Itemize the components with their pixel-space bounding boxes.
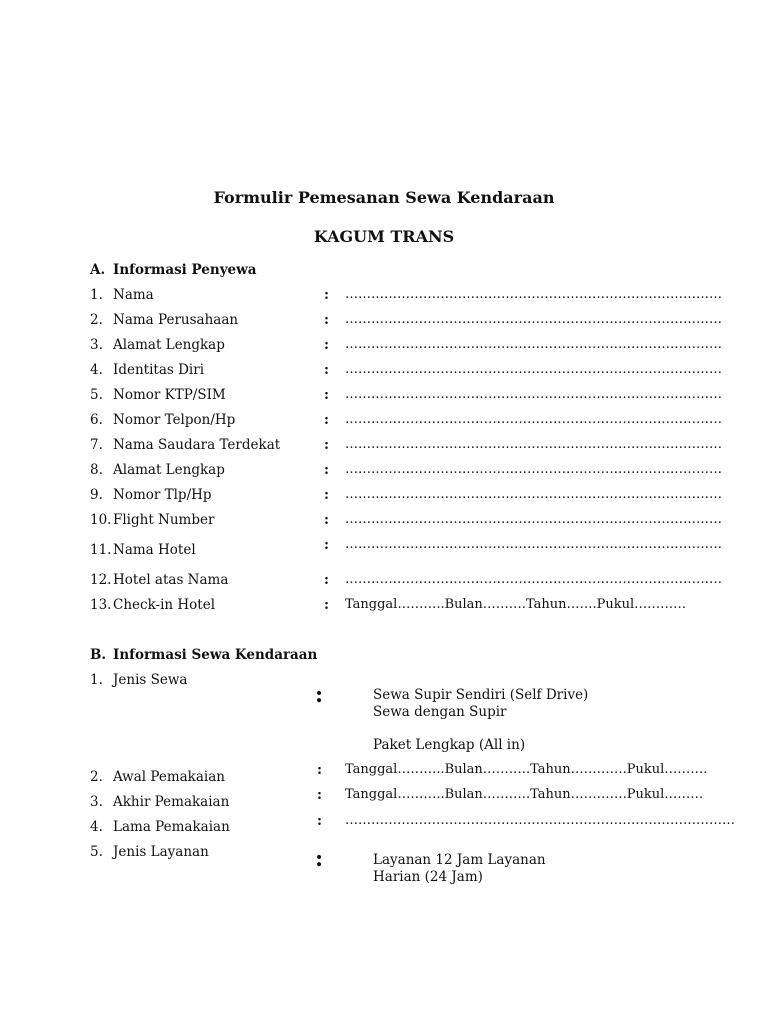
dotted-line[interactable]: ……………………………………………………………………………	[345, 337, 722, 352]
field-colon: :	[317, 762, 322, 778]
option-self-drive[interactable]: Sewa Supir Sendiri (Self Drive)	[373, 687, 589, 703]
field-colon: :	[324, 487, 329, 503]
field-number: 2.	[90, 312, 103, 328]
section-a-title: Informasi Penyewa	[113, 262, 257, 278]
check-in-date-line[interactable]: Tanggal………..Bulan……….Tahun…….Pukul…………	[345, 597, 687, 612]
option-layanan-12-jam[interactable]: Layanan 12 Jam Layanan	[373, 852, 546, 868]
dotted-line[interactable]: ……………………………………………………………………………	[345, 537, 722, 552]
form-title: Formulir Pemesanan Sewa Kendaraan	[213, 188, 555, 207]
field-number: 10.	[90, 512, 112, 528]
field-label: Awal Pemakaian	[113, 769, 225, 785]
field-number: 13.	[90, 597, 112, 613]
field-number: 5.	[90, 387, 103, 403]
field-number: 4.	[90, 362, 103, 378]
dotted-line[interactable]: ……………………………………………………………………………	[345, 387, 722, 402]
section-b-letter: B.	[90, 647, 107, 663]
field-number: 1.	[90, 672, 103, 688]
field-label: Identitas Diri	[113, 362, 205, 378]
akhir-date-line[interactable]: Tanggal………..Bulan………..Tahun………….Pukul………	[345, 787, 704, 802]
field-colon: :	[317, 787, 322, 803]
field-label: Akhir Pemakaian	[113, 794, 230, 810]
field-number: 5.	[90, 844, 103, 860]
dotted-line[interactable]: ……………………………………………………………………………	[345, 437, 722, 452]
field-label: Lama Pemakaian	[113, 819, 230, 835]
field-label: Hotel atas Nama	[113, 572, 229, 588]
field-colon: :	[317, 813, 322, 829]
dotted-line[interactable]: ……………………………………………………………………………	[345, 312, 722, 327]
field-colon: :	[324, 537, 329, 553]
jenis-sewa-colon: :	[315, 682, 324, 708]
field-colon: :	[324, 462, 329, 478]
dotted-line[interactable]: ……………………………………………………………………………	[345, 512, 722, 527]
field-label: Jenis Layanan	[113, 844, 209, 860]
field-colon: :	[324, 412, 329, 428]
jenis-layanan-colon: :	[315, 846, 324, 872]
field-label: Nomor Telpon/Hp	[113, 412, 236, 428]
field-number: 12.	[90, 572, 112, 588]
field-number: 7.	[90, 437, 103, 453]
field-number: 2.	[90, 769, 103, 785]
section-a-heading	[90, 262, 257, 278]
dotted-line[interactable]: ……………………………………………………………………………	[345, 487, 722, 502]
dotted-line[interactable]: ……………………………………………………………………………	[345, 412, 722, 427]
field-label: Nama Perusahaan	[113, 312, 239, 328]
field-colon: :	[324, 597, 329, 613]
field-label: Nomor KTP/SIM	[113, 387, 226, 403]
field-label: Jenis Sewa	[113, 672, 188, 688]
field-colon: :	[324, 287, 329, 303]
awal-date-line[interactable]: Tanggal………..Bulan………..Tahun………….Pukul……….	[345, 762, 708, 777]
field-label: Nama Saudara Terdekat	[113, 437, 281, 453]
field-number: 6.	[90, 412, 103, 428]
field-number: 3.	[90, 337, 103, 353]
field-colon: :	[324, 512, 329, 528]
field-label: Nama Hotel	[113, 542, 196, 558]
field-colon: :	[324, 362, 329, 378]
field-colon: :	[324, 312, 329, 328]
field-label: Nama	[113, 287, 154, 303]
section-a-letter: A.	[90, 262, 106, 278]
dotted-line[interactable]: ………………………………………………………………………………	[345, 813, 735, 828]
option-paket-lengkap[interactable]: Paket Lengkap (All in)	[373, 737, 526, 753]
field-number: 9.	[90, 487, 103, 503]
field-colon: :	[324, 437, 329, 453]
field-colon: :	[324, 387, 329, 403]
field-number: 1.	[90, 287, 103, 303]
field-label: Check-in Hotel	[113, 597, 216, 613]
option-dengan-supir[interactable]: Sewa dengan Supir	[373, 704, 507, 720]
field-colon: :	[324, 337, 329, 353]
field-number: 3.	[90, 794, 103, 810]
section-b-heading	[90, 647, 317, 663]
field-number: 11.	[90, 542, 112, 558]
field-number: 4.	[90, 819, 103, 835]
dotted-line[interactable]: ……………………………………………………………………………	[345, 287, 722, 302]
field-number: 8.	[90, 462, 103, 478]
dotted-line[interactable]: ……………………………………………………………………………	[345, 462, 722, 477]
option-layanan-harian[interactable]: Harian (24 Jam)	[373, 869, 483, 885]
company-name: KAGUM TRANS	[313, 227, 455, 246]
field-label: Flight Number	[113, 512, 215, 528]
dotted-line[interactable]: ……………………………………………………………………………	[345, 572, 722, 587]
field-label: Alamat Lengkap	[113, 337, 225, 353]
field-label: Nomor Tlp/Hp	[113, 487, 212, 503]
dotted-line[interactable]: ……………………………………………………………………………	[345, 362, 722, 377]
field-label: Alamat Lengkap	[113, 462, 225, 478]
field-colon: :	[324, 572, 329, 588]
section-b-title: Informasi Sewa Kendaraan	[113, 647, 318, 663]
